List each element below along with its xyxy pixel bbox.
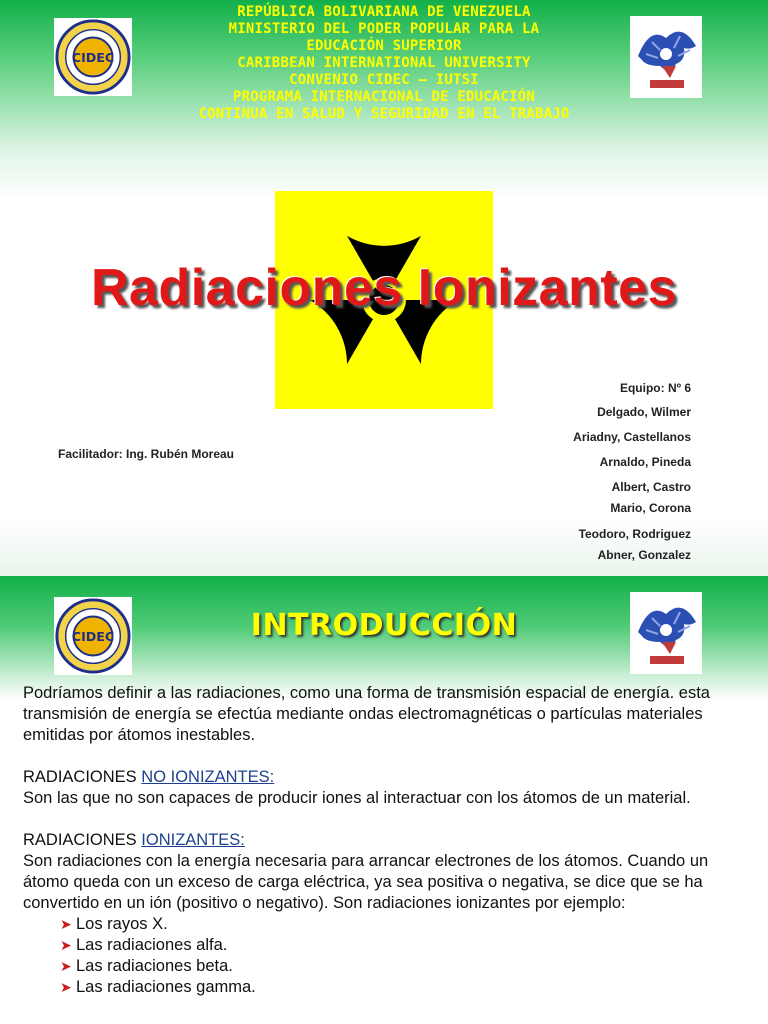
- ionizing-link[interactable]: IONIZANTES:: [141, 831, 245, 849]
- list-item: ➤ Las radiaciones gamma.: [60, 978, 256, 996]
- ionizing-heading: [23, 830, 758, 851]
- examples-list: [23, 914, 758, 998]
- ionizing-description: Son radiaciones con la energía necesaria para arrancar electrones de los átomos. Cuando un átomo queda con un exceso de carga eléctrica, ya sea positiva o negativa, se dice que se ha convertido en un ión (positivo o negativo). Son radiaciones ionizantes por ejemplo:: [23, 852, 709, 912]
- arrow-bullet-icon: ➤: [60, 937, 72, 953]
- non-ionizing-heading: [23, 767, 758, 788]
- list-item: ➤ Las radiaciones alfa.: [60, 936, 228, 954]
- team-member: Arnaldo, Pineda: [599, 455, 691, 469]
- team-member: Teodoro, Rodriguez: [578, 527, 691, 541]
- header-line: CARIBBEAN INTERNATIONAL UNIVERSITY: [237, 55, 531, 71]
- non-ionizing-link[interactable]: NO IONIZANTES:: [141, 768, 275, 786]
- team-number: Equipo: Nº 6: [619, 381, 691, 395]
- heading-prefix: RADIACIONES: [23, 768, 142, 786]
- team-member: Ariadny, Castellanos: [573, 430, 691, 444]
- definition-paragraph: Podríamos definir a las radiaciones, como una forma de transmisión espacial de energía. esta transmisión de energía se efectúa mediante ondas electromagnéticas o partículas materiales emitidas por átomos inestables.: [23, 684, 710, 744]
- heading-prefix: RADIACIONES: [23, 831, 142, 849]
- eagle-logo-icon: [630, 16, 702, 98]
- header-line: PROGRAMA INTERNACIONAL DE EDUCACIÓN: [232, 89, 535, 105]
- team-member: Delgado, Wilmer: [597, 405, 691, 419]
- institution-header: [130, 4, 638, 123]
- header-line: CONVENIO CIDEC – IUTSI: [289, 72, 479, 88]
- arrow-bullet-icon: ➤: [60, 979, 72, 995]
- introduction-title: INTRODUCCIÓN: [250, 608, 518, 643]
- header-line: EDUCACIÓN SUPERIOR: [306, 38, 462, 54]
- facilitator-label: Facilitador: Ing. Rubén Moreau: [58, 447, 235, 461]
- team-member: Albert, Castro: [611, 480, 691, 494]
- arrow-bullet-icon: ➤: [60, 916, 72, 932]
- presentation-title: Radiaciones Ionizantes: [90, 259, 678, 317]
- cidec-logo-icon: [54, 18, 132, 96]
- team-member: Mario, Corona: [610, 501, 691, 515]
- team-member: Abner, Gonzalez: [597, 548, 691, 562]
- list-item: ➤ Las radiaciones beta.: [60, 957, 233, 975]
- introduction-body: [23, 683, 758, 998]
- list-item: ➤ Los rayos X.: [60, 915, 168, 933]
- arrow-bullet-icon: ➤: [60, 958, 72, 974]
- non-ionizing-description: Son las que no son capaces de producir iones al interactuar con los átomos de un material.: [23, 789, 691, 807]
- logo-text: CIDEC: [71, 628, 115, 644]
- header-line: REPÚBLICA BOLIVARIANA DE VENEZUELA: [237, 4, 531, 20]
- header-line: MINISTERIO DEL PODER POPULAR PARA LA: [228, 21, 540, 37]
- logo-text: CIDEC: [71, 49, 115, 65]
- header-line: CONTINUA EN SALUD Y SEGURIDAD EN EL TRABAJO: [198, 106, 570, 122]
